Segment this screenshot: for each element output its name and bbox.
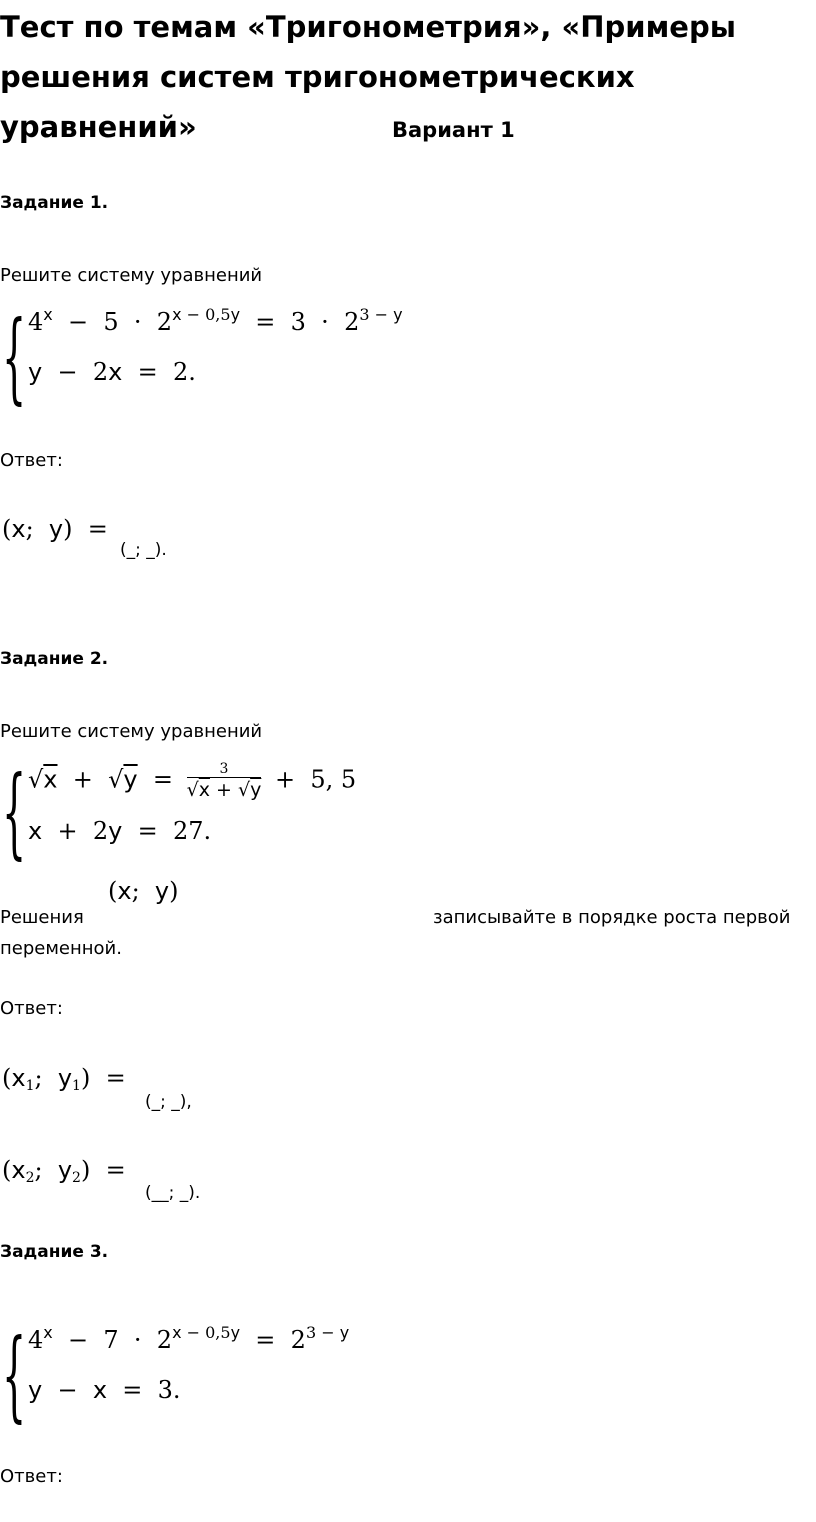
task-1-answer-label: Ответ: (0, 450, 63, 471)
task-1-answer-expression: (x; y) = (2, 515, 108, 543)
system-brace: { (2, 755, 27, 870)
task-1-equation-2: y − 2x = 2. (28, 358, 196, 386)
task-1-heading: Задание 1. (0, 193, 109, 213)
title-line-1: Тест по темам «Тригонометрия», «Примеры (0, 10, 736, 44)
task-2-note-variables: (x; y) (108, 877, 179, 905)
task-2-instruction: Решите систему уравнений (0, 721, 263, 742)
task-1-instruction: Решите систему уравнений (0, 265, 263, 286)
task-2-equation-1: √x + √y = $\frac{3}{√x + √y}$ + 5, 5 (28, 761, 357, 801)
task-2-equation-2: x + 2y = 27. (28, 817, 212, 845)
task-3-equation-2: y − x = 3. (28, 1376, 181, 1404)
task-2-answer-expression-1: ($x_1$; $y_1$) = (2, 1064, 126, 1094)
system-brace: { (2, 300, 27, 415)
task-1-equation-1: $4^x - 5 \cdot 2^{x - 0,5y} = 3 \cdot 2^{3 - y}$ (28, 305, 403, 336)
variant-heading: Вариант 1 (392, 118, 515, 142)
task-2-answer-expression-2: ($x_2$; $y_2$) = (2, 1156, 126, 1186)
task-3-heading: Задание 3. (0, 1242, 109, 1262)
system-brace: { (2, 1318, 27, 1433)
title-line-2: решения систем тригонометрических уравнений» (0, 60, 635, 144)
task-2-note-end: записывайте в порядке роста первой (433, 907, 791, 928)
task-3-equation-1: $4^x - 7 \cdot 2^{x - 0,5y} = 2^{3 - y}$ (28, 1323, 350, 1354)
task-1-answer-blank: (_; _). (120, 540, 167, 560)
task-2-heading: Задание 2. (0, 649, 109, 669)
task-3-answer-label: Ответ: (0, 1466, 63, 1487)
task-2-answer-blank-2: (__; _). (145, 1183, 201, 1203)
task-2-answer-blank-1: (_; _), (145, 1092, 192, 1112)
task-2-note-continuation: переменной. (0, 938, 122, 959)
task-2-answer-label: Ответ: (0, 998, 63, 1019)
task-2-note-start: Решения (0, 907, 84, 928)
